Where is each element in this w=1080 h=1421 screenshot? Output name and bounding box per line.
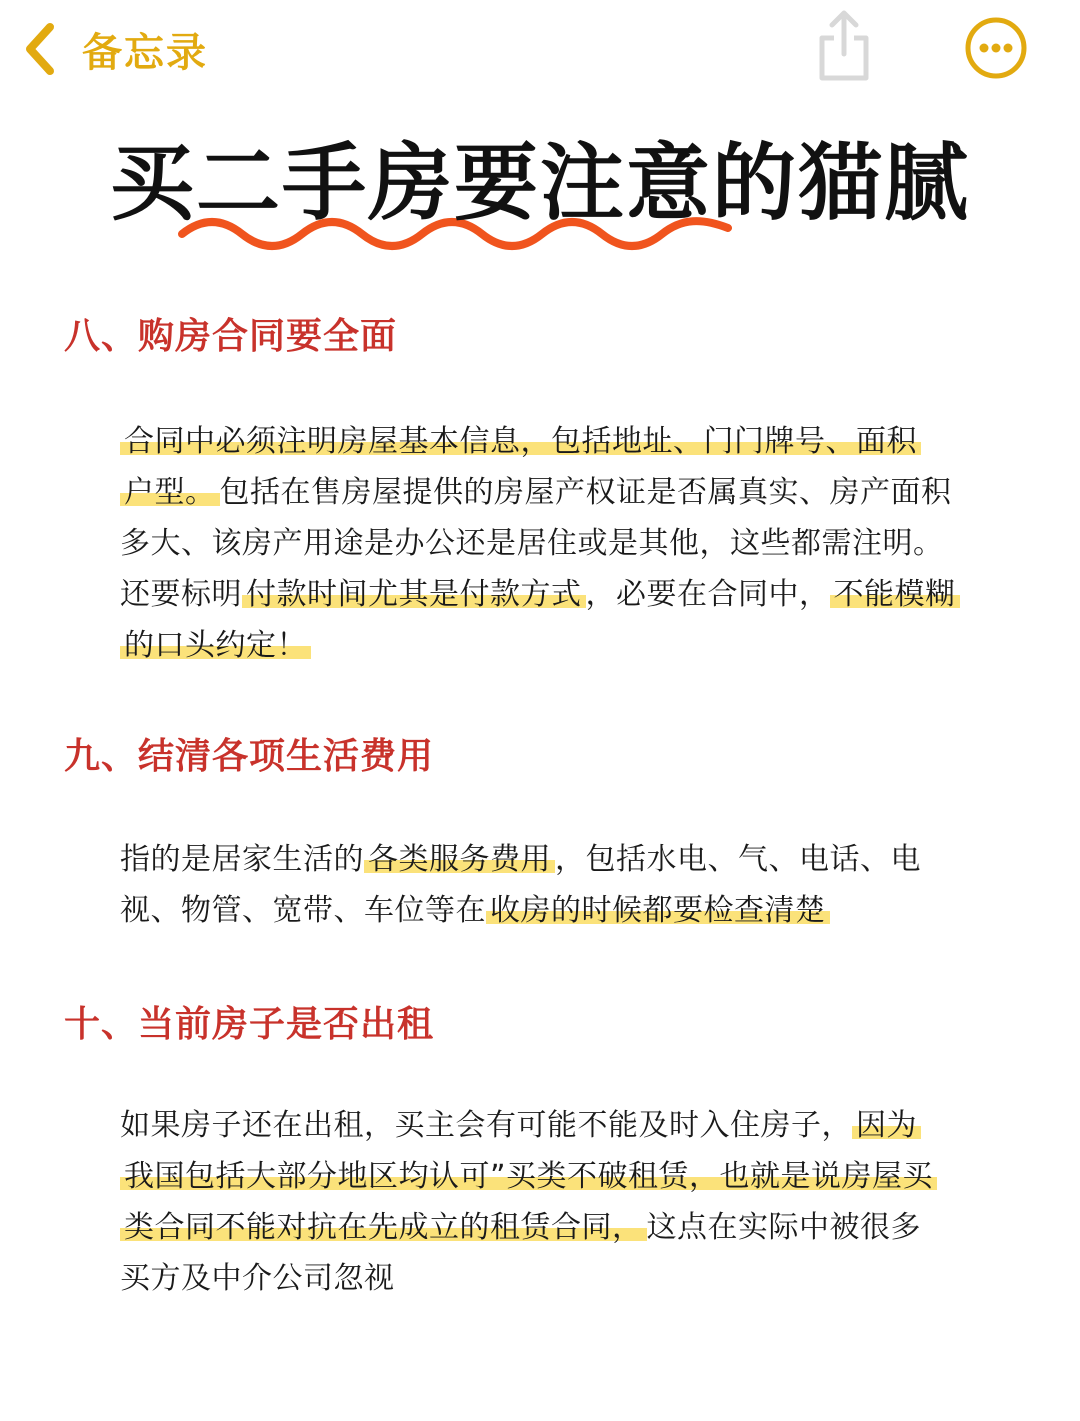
section-heading-living-fees: 九、结清各项生活费用: [64, 736, 435, 777]
body-line: 指的是居家生活的 各类服务费用 ，包括水电、气、电话、电: [120, 842, 921, 877]
back-button[interactable]: [22, 14, 208, 84]
share-icon: [812, 67, 876, 86]
navigation-bar: [0, 0, 1080, 100]
highlighted-text: 不能模糊: [830, 577, 960, 612]
body-line: 户型。 包括在售房屋提供的房屋产权证是否属真实、房产面积: [120, 467, 1000, 518]
section-heading-rental: 十、当前房子是否出租: [64, 1004, 435, 1045]
body-line: 买方及中介公司忽视: [120, 1261, 395, 1296]
body-line: 类合同不能对抗在先成立的租赁合同， 这点在实际中被很多: [120, 1202, 1000, 1253]
highlighted-text: 各类服务费用: [364, 842, 555, 877]
highlighted-text: 因为: [852, 1108, 921, 1143]
highlighted-text: 的口头约定！: [120, 628, 311, 663]
highlighted-text: 类合同不能对抗在先成立的租赁合同，: [120, 1210, 647, 1245]
highlighted-text: 合同中必须注明房屋基本信息，包括地址、门门牌号、面积: [120, 424, 921, 459]
body-line: 还要标明 付款时间尤其是付款方式 ，必要在合同中， 不能模糊: [120, 569, 1000, 620]
title-area: [0, 128, 1080, 238]
highlighted-text: 付款时间尤其是付款方式: [242, 577, 586, 612]
body-line: [120, 1151, 1000, 1202]
highlighted-text: 收房的时候都要检查清楚: [486, 893, 830, 928]
page-title: 买二手房要注意的猫腻: [109, 134, 970, 232]
more-button[interactable]: [964, 16, 1028, 80]
section-heading-contract: 八、购房合同要全面: [64, 316, 398, 357]
body-line: [120, 620, 1000, 671]
body-line: 如果房子还在出租，买主会有可能不能及时入住房子， 因为: [120, 1100, 1000, 1151]
section-body-rental: [120, 1100, 1000, 1304]
body-line: [120, 416, 1000, 467]
section-body-living-fees: [120, 834, 1000, 936]
highlighted-text: 户型。: [120, 475, 220, 510]
back-label: 备忘录: [82, 29, 208, 76]
highlighted-text: 我国包括大部分地区均认可”买类不破租赁，也就是说房屋买: [120, 1159, 937, 1194]
chevron-left-icon: [22, 21, 56, 77]
body-line: 视、物管、宽带、车位等在 收房的时候都要检查清楚: [120, 885, 1000, 936]
body-line: 多大、该房产用途是办公还是居住或是其他，这些都需注明。: [120, 526, 944, 561]
more-icon: [964, 65, 1028, 84]
section-body-contract: [120, 416, 1000, 671]
share-button[interactable]: [812, 8, 876, 82]
